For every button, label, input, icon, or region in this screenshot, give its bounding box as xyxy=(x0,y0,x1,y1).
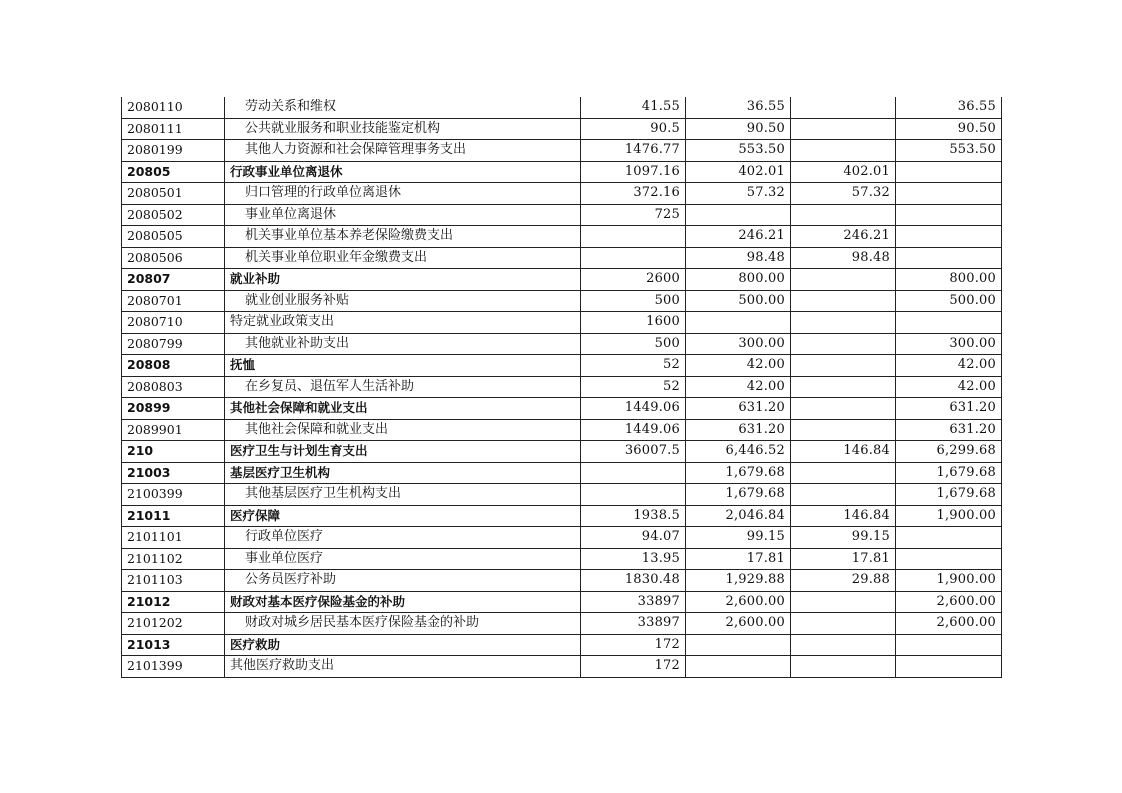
amount-cell-2: 6,446.52 xyxy=(686,441,791,463)
name-cell: 特定就业政策支出 xyxy=(225,312,581,334)
code-cell: 2080199 xyxy=(122,140,225,162)
amount-cell-2: 90.50 xyxy=(686,118,791,140)
budget-table xyxy=(121,97,1002,678)
table-row xyxy=(122,269,1002,291)
amount-cell-4 xyxy=(896,312,1002,334)
amount-cell-2: 300.00 xyxy=(686,333,791,355)
amount-cell-4: 1,679.68 xyxy=(896,462,1002,484)
code-cell: 2080111 xyxy=(122,118,225,140)
amount-cell-4: 2,600.00 xyxy=(896,613,1002,635)
table-row xyxy=(122,441,1002,463)
amount-cell-3 xyxy=(791,97,896,118)
name-cell: 事业单位医疗 xyxy=(225,548,581,570)
amount-cell-3 xyxy=(791,269,896,291)
amount-cell-4: 6,299.68 xyxy=(896,441,1002,463)
amount-cell-4 xyxy=(896,634,1002,656)
amount-cell-2: 2,600.00 xyxy=(686,613,791,635)
name-cell: 归口管理的行政单位离退休 xyxy=(225,183,581,205)
amount-cell-4: 42.00 xyxy=(896,376,1002,398)
amount-cell-3 xyxy=(791,484,896,506)
amount-cell-2: 1,929.88 xyxy=(686,570,791,592)
code-cell: 2080501 xyxy=(122,183,225,205)
amount-cell-2: 631.20 xyxy=(686,398,791,420)
amount-cell-2: 42.00 xyxy=(686,376,791,398)
amount-cell-1 xyxy=(581,484,686,506)
name-cell: 就业补助 xyxy=(225,269,581,291)
table-row xyxy=(122,376,1002,398)
table-row xyxy=(122,656,1002,678)
amount-cell-3: 146.84 xyxy=(791,441,896,463)
code-cell: 2101399 xyxy=(122,656,225,678)
code-cell: 20807 xyxy=(122,269,225,291)
code-cell: 20805 xyxy=(122,161,225,183)
amount-cell-2: 631.20 xyxy=(686,419,791,441)
name-cell: 其他人力资源和社会保障管理事务支出 xyxy=(225,140,581,162)
name-cell: 基层医疗卫生机构 xyxy=(225,462,581,484)
table-row xyxy=(122,118,1002,140)
code-cell: 2089901 xyxy=(122,419,225,441)
amount-cell-3 xyxy=(791,312,896,334)
amount-cell-3 xyxy=(791,419,896,441)
code-cell: 21013 xyxy=(122,634,225,656)
amount-cell-4 xyxy=(896,656,1002,678)
code-cell: 20808 xyxy=(122,355,225,377)
amount-cell-2: 553.50 xyxy=(686,140,791,162)
amount-cell-3: 99.15 xyxy=(791,527,896,549)
amount-cell-1: 90.5 xyxy=(581,118,686,140)
table-row xyxy=(122,527,1002,549)
amount-cell-4: 800.00 xyxy=(896,269,1002,291)
name-cell: 事业单位离退休 xyxy=(225,204,581,226)
table-row xyxy=(122,204,1002,226)
amount-cell-4: 1,900.00 xyxy=(896,570,1002,592)
name-cell: 就业创业服务补贴 xyxy=(225,290,581,312)
amount-cell-3 xyxy=(791,462,896,484)
amount-cell-1: 1938.5 xyxy=(581,505,686,527)
code-cell: 20899 xyxy=(122,398,225,420)
name-cell: 财政对基本医疗保险基金的补助 xyxy=(225,591,581,613)
amount-cell-2: 17.81 xyxy=(686,548,791,570)
table-row xyxy=(122,462,1002,484)
table-row xyxy=(122,226,1002,248)
name-cell: 其他医疗救助支出 xyxy=(225,656,581,678)
amount-cell-1: 725 xyxy=(581,204,686,226)
amount-cell-1: 500 xyxy=(581,333,686,355)
name-cell: 机关事业单位基本养老保险缴费支出 xyxy=(225,226,581,248)
table-row xyxy=(122,591,1002,613)
code-cell: 2080110 xyxy=(122,97,225,118)
amount-cell-3 xyxy=(791,634,896,656)
amount-cell-2: 402.01 xyxy=(686,161,791,183)
table-row xyxy=(122,398,1002,420)
code-cell: 210 xyxy=(122,441,225,463)
name-cell: 抚恤 xyxy=(225,355,581,377)
code-cell: 21011 xyxy=(122,505,225,527)
amount-cell-4: 1,679.68 xyxy=(896,484,1002,506)
amount-cell-1: 500 xyxy=(581,290,686,312)
amount-cell-1: 41.55 xyxy=(581,97,686,118)
name-cell: 在乡复员、退伍军人生活补助 xyxy=(225,376,581,398)
name-cell: 医疗保障 xyxy=(225,505,581,527)
amount-cell-3 xyxy=(791,591,896,613)
amount-cell-3: 246.21 xyxy=(791,226,896,248)
amount-cell-2: 99.15 xyxy=(686,527,791,549)
amount-cell-1 xyxy=(581,247,686,269)
table-row xyxy=(122,613,1002,635)
amount-cell-4: 553.50 xyxy=(896,140,1002,162)
table-row xyxy=(122,183,1002,205)
amount-cell-1: 1600 xyxy=(581,312,686,334)
amount-cell-4: 631.20 xyxy=(896,419,1002,441)
code-cell: 2080799 xyxy=(122,333,225,355)
amount-cell-2: 246.21 xyxy=(686,226,791,248)
amount-cell-3 xyxy=(791,376,896,398)
amount-cell-2: 42.00 xyxy=(686,355,791,377)
amount-cell-3 xyxy=(791,355,896,377)
amount-cell-1: 33897 xyxy=(581,591,686,613)
amount-cell-1: 172 xyxy=(581,634,686,656)
amount-cell-4: 36.55 xyxy=(896,97,1002,118)
amount-cell-1: 13.95 xyxy=(581,548,686,570)
amount-cell-3: 57.32 xyxy=(791,183,896,205)
code-cell: 2101102 xyxy=(122,548,225,570)
table-row xyxy=(122,484,1002,506)
table-row xyxy=(122,355,1002,377)
amount-cell-4: 42.00 xyxy=(896,355,1002,377)
name-cell: 医疗救助 xyxy=(225,634,581,656)
name-cell: 行政事业单位离退休 xyxy=(225,161,581,183)
code-cell: 2101101 xyxy=(122,527,225,549)
amount-cell-1 xyxy=(581,226,686,248)
amount-cell-3: 17.81 xyxy=(791,548,896,570)
table-row xyxy=(122,505,1002,527)
amount-cell-1: 52 xyxy=(581,376,686,398)
amount-cell-4 xyxy=(896,226,1002,248)
amount-cell-1: 1097.16 xyxy=(581,161,686,183)
amount-cell-2: 36.55 xyxy=(686,97,791,118)
amount-cell-3 xyxy=(791,656,896,678)
amount-cell-4: 90.50 xyxy=(896,118,1002,140)
name-cell: 公务员医疗补助 xyxy=(225,570,581,592)
amount-cell-3: 29.88 xyxy=(791,570,896,592)
table-row xyxy=(122,247,1002,269)
amount-cell-4 xyxy=(896,527,1002,549)
amount-cell-4: 2,600.00 xyxy=(896,591,1002,613)
code-cell: 2080803 xyxy=(122,376,225,398)
amount-cell-3: 402.01 xyxy=(791,161,896,183)
amount-cell-4 xyxy=(896,247,1002,269)
amount-cell-2: 98.48 xyxy=(686,247,791,269)
name-cell: 其他社会保障和就业支出 xyxy=(225,398,581,420)
amount-cell-1: 94.07 xyxy=(581,527,686,549)
amount-cell-4: 631.20 xyxy=(896,398,1002,420)
amount-cell-2: 2,046.84 xyxy=(686,505,791,527)
amount-cell-1: 1476.77 xyxy=(581,140,686,162)
table-body xyxy=(122,97,1002,677)
table-row xyxy=(122,97,1002,118)
code-cell: 2101202 xyxy=(122,613,225,635)
code-cell: 2080506 xyxy=(122,247,225,269)
amount-cell-4: 1,900.00 xyxy=(896,505,1002,527)
amount-cell-4: 300.00 xyxy=(896,333,1002,355)
amount-cell-3 xyxy=(791,290,896,312)
amount-cell-3 xyxy=(791,398,896,420)
amount-cell-1: 372.16 xyxy=(581,183,686,205)
table-row xyxy=(122,634,1002,656)
code-cell: 2080701 xyxy=(122,290,225,312)
amount-cell-2: 2,600.00 xyxy=(686,591,791,613)
amount-cell-2: 1,679.68 xyxy=(686,484,791,506)
amount-cell-4: 500.00 xyxy=(896,290,1002,312)
table-row xyxy=(122,570,1002,592)
amount-cell-3: 98.48 xyxy=(791,247,896,269)
amount-cell-3: 146.84 xyxy=(791,505,896,527)
table-row xyxy=(122,333,1002,355)
amount-cell-4 xyxy=(896,161,1002,183)
table-row xyxy=(122,419,1002,441)
code-cell: 2080710 xyxy=(122,312,225,334)
amount-cell-1: 1449.06 xyxy=(581,419,686,441)
code-cell: 21003 xyxy=(122,462,225,484)
code-cell: 2080502 xyxy=(122,204,225,226)
amount-cell-2 xyxy=(686,312,791,334)
amount-cell-3 xyxy=(791,140,896,162)
amount-cell-2: 1,679.68 xyxy=(686,462,791,484)
amount-cell-2 xyxy=(686,634,791,656)
amount-cell-1: 172 xyxy=(581,656,686,678)
amount-cell-4 xyxy=(896,183,1002,205)
name-cell: 劳动关系和维权 xyxy=(225,97,581,118)
table-row xyxy=(122,161,1002,183)
name-cell: 医疗卫生与计划生育支出 xyxy=(225,441,581,463)
amount-cell-1 xyxy=(581,462,686,484)
table-row xyxy=(122,548,1002,570)
table-row xyxy=(122,140,1002,162)
amount-cell-4 xyxy=(896,204,1002,226)
name-cell: 机关事业单位职业年金缴费支出 xyxy=(225,247,581,269)
name-cell: 其他基层医疗卫生机构支出 xyxy=(225,484,581,506)
amount-cell-3 xyxy=(791,118,896,140)
amount-cell-1: 1830.48 xyxy=(581,570,686,592)
amount-cell-1: 52 xyxy=(581,355,686,377)
amount-cell-1: 1449.06 xyxy=(581,398,686,420)
amount-cell-2: 57.32 xyxy=(686,183,791,205)
amount-cell-2 xyxy=(686,656,791,678)
code-cell: 21012 xyxy=(122,591,225,613)
amount-cell-2: 500.00 xyxy=(686,290,791,312)
table-row xyxy=(122,290,1002,312)
table-row xyxy=(122,312,1002,334)
name-cell: 财政对城乡居民基本医疗保险基金的补助 xyxy=(225,613,581,635)
code-cell: 2100399 xyxy=(122,484,225,506)
amount-cell-1: 33897 xyxy=(581,613,686,635)
amount-cell-1: 36007.5 xyxy=(581,441,686,463)
amount-cell-2: 800.00 xyxy=(686,269,791,291)
amount-cell-3 xyxy=(791,204,896,226)
code-cell: 2080505 xyxy=(122,226,225,248)
name-cell: 其他就业补助支出 xyxy=(225,333,581,355)
name-cell: 行政单位医疗 xyxy=(225,527,581,549)
code-cell: 2101103 xyxy=(122,570,225,592)
amount-cell-3 xyxy=(791,613,896,635)
amount-cell-3 xyxy=(791,333,896,355)
name-cell: 其他社会保障和就业支出 xyxy=(225,419,581,441)
amount-cell-4 xyxy=(896,548,1002,570)
name-cell: 公共就业服务和职业技能鉴定机构 xyxy=(225,118,581,140)
amount-cell-2 xyxy=(686,204,791,226)
amount-cell-1: 2600 xyxy=(581,269,686,291)
